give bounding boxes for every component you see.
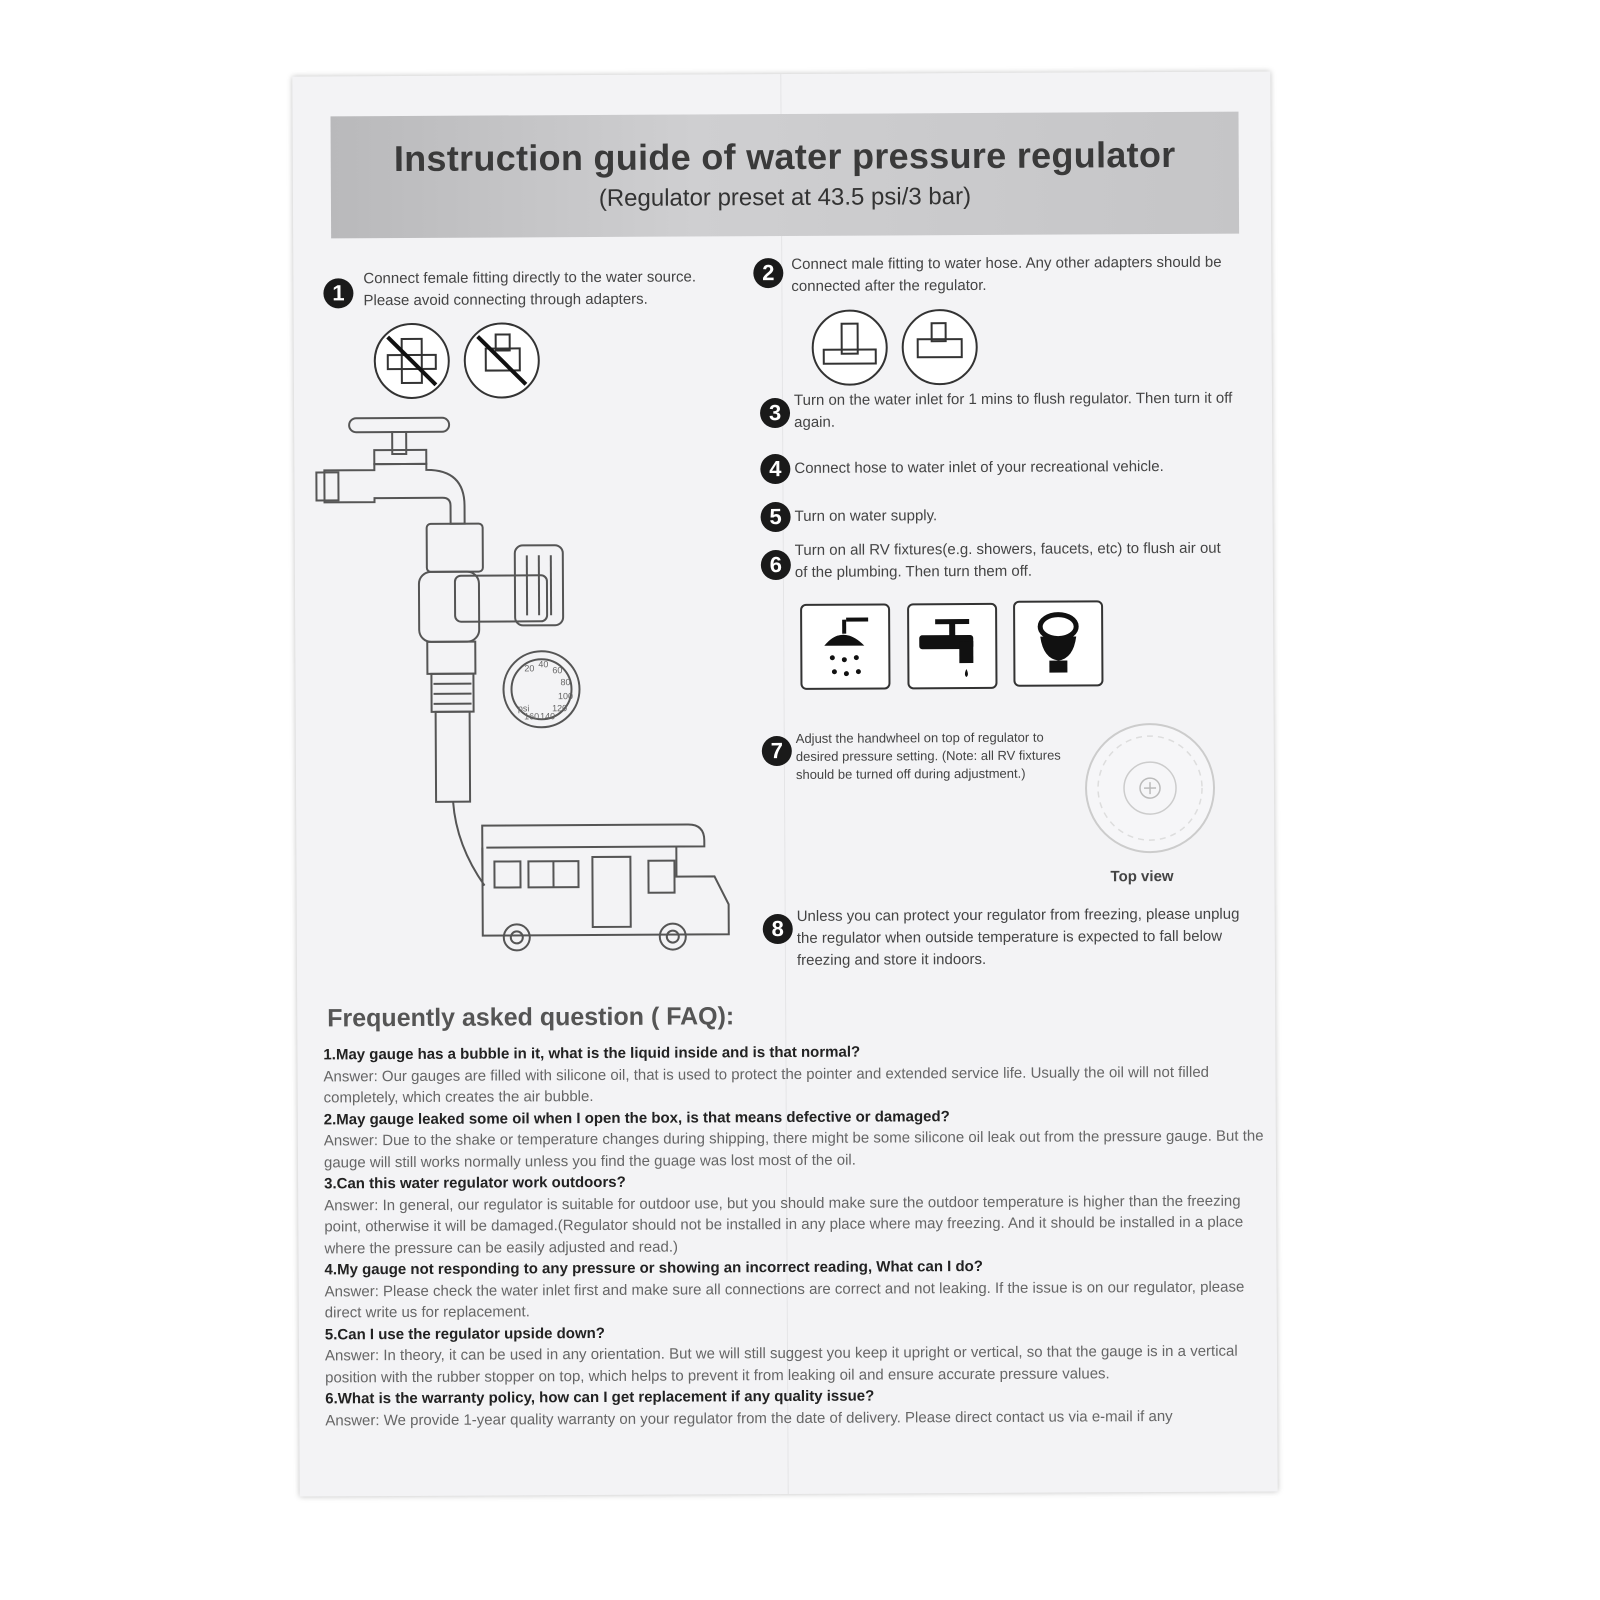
faq-answer-4: Answer: Please check the water inlet first and make sure all connections are correct and not leaking. If the issue is on our regulator, please direct write us for replacement. <box>324 1278 1245 1322</box>
no-y-adapter-icon <box>464 322 540 398</box>
page-title: Instruction guide of water pressure regulator <box>393 133 1176 180</box>
step-8-number: 8 <box>763 914 793 944</box>
step-8-text: Unless you can protect your regulator from freezing, please unplug the regulator when outside temperature is expected to fall below freezing and store it indoors. <box>796 905 1240 969</box>
gauge-tick: 80 <box>560 677 571 688</box>
faq-question-4: 4.My gauge not responding to any pressure or showing an incorrect reading, What can I do? <box>324 1257 983 1279</box>
step-3-number: 3 <box>760 398 790 428</box>
gauge-tick: 160 <box>524 711 540 722</box>
step-1-text: Connect female fitting directly to the water source. Please avoid connecting through adapters. <box>363 268 697 310</box>
step-5-number: 5 <box>761 502 791 532</box>
no-tee-adapter-icon <box>374 323 450 399</box>
faq-question-6: 6.What is the warranty policy, how can I get replacement if any quality issue? <box>325 1387 875 1408</box>
gauge-tick: 40 <box>538 659 549 670</box>
faq-answer-5: Answer: In theory, it can be used in any orientation. But we will still suggest you keep it upright or vertical, so that the gauge is in a vertical position with the rubber stopper on top, which helps to prevent it from leaking oil and ensure accurate pressure values. <box>324 1342 1238 1386</box>
faq-question-2: 2.May gauge leaked some oil when I open the box, is that means defective or damaged? <box>323 1107 950 1128</box>
shower-icon <box>800 603 890 689</box>
regulator-rv-illustration <box>314 404 737 966</box>
gauge-tick: 60 <box>552 665 563 676</box>
handwheel-top-view-icon <box>1084 722 1217 855</box>
faq-answer-1: Answer: Our gauges are filled with silicone oil, that is used to protect the pointer and extended service life. Usually the oil will not filled completely, which creates the air bubble. <box>323 1063 1210 1107</box>
step-4-text: Connect hose to water inlet of your recreational vehicle. <box>794 458 1164 477</box>
step-7-text: Adjust the handwheel on top of regulator to desired pressure setting. (Note: all RV fixtures should be turned off during adjustment.) <box>795 729 1061 782</box>
toilet-icon <box>1013 600 1103 686</box>
faq-heading: Frequently asked question ( FAQ): <box>327 1002 735 1033</box>
step-1-number: 1 <box>323 278 353 308</box>
gauge-tick: 20 <box>524 663 535 674</box>
faq-question-1: 1.May gauge has a bubble in it, what is the liquid inside and is that normal? <box>323 1043 861 1064</box>
instruction-sheet <box>292 71 1277 1496</box>
top-view-label: Top view <box>1110 867 1174 886</box>
gauge-tick: 100 <box>557 691 574 702</box>
faq-answer-6: Answer: We provide 1-year quality warranty on your regulator from the date of delivery. Please direct contact us via e-mail if any <box>325 1407 1173 1429</box>
gauge-tick: 120 <box>552 703 568 714</box>
gauge-tick: 140 <box>540 711 556 722</box>
title-banner <box>330 112 1239 239</box>
step-3-text: Turn on the water inlet for 1 mins to flush regulator. Then turn it off again. <box>793 389 1233 431</box>
faq-list <box>323 1039 1265 1431</box>
step-7-number: 7 <box>762 736 792 766</box>
gauge-unit: psi <box>517 703 530 714</box>
faucet-icon <box>907 603 997 689</box>
y-adapter-icon <box>902 309 978 385</box>
page-subtitle: (Regulator preset at 43.5 psi/3 bar) <box>598 183 972 212</box>
faq-answer-3: Answer: In general, our regulator is suitable for outdoor use, but you should make sure the outdoor temperature is higher than the freezing point, otherwise it will be damaged.(Regulator should not be installed in any place where may freezing. And it should be installed in a place where the pressure can be easily adjusted and read.) <box>324 1192 1244 1257</box>
tee-adapter-icon <box>812 309 888 385</box>
step-4-number: 4 <box>760 454 790 484</box>
step-6-text: Turn on all RV fixtures(e.g. showers, faucets, etc) to flush air out of the plumbing. Then turn them off. <box>794 539 1221 581</box>
step-2-text: Connect male fitting to water hose. Any other adapters should be connected after the regulator. <box>791 253 1222 295</box>
faq-question-5: 5.Can I use the regulator upside down? <box>324 1324 605 1343</box>
faq-answer-2: Answer: Due to the shake or temperature changes during shipping, there might be some silicone oil leak out from the pressure gauge. But the gauge will still works normally unless you find the guage was lost most of the oil. <box>323 1127 1264 1171</box>
step-2-number: 2 <box>753 258 783 288</box>
step-6-number: 6 <box>761 550 791 580</box>
step-5-text: Turn on water supply. <box>794 507 938 525</box>
faq-question-3: 3.Can this water regulator work outdoors? <box>324 1173 626 1193</box>
